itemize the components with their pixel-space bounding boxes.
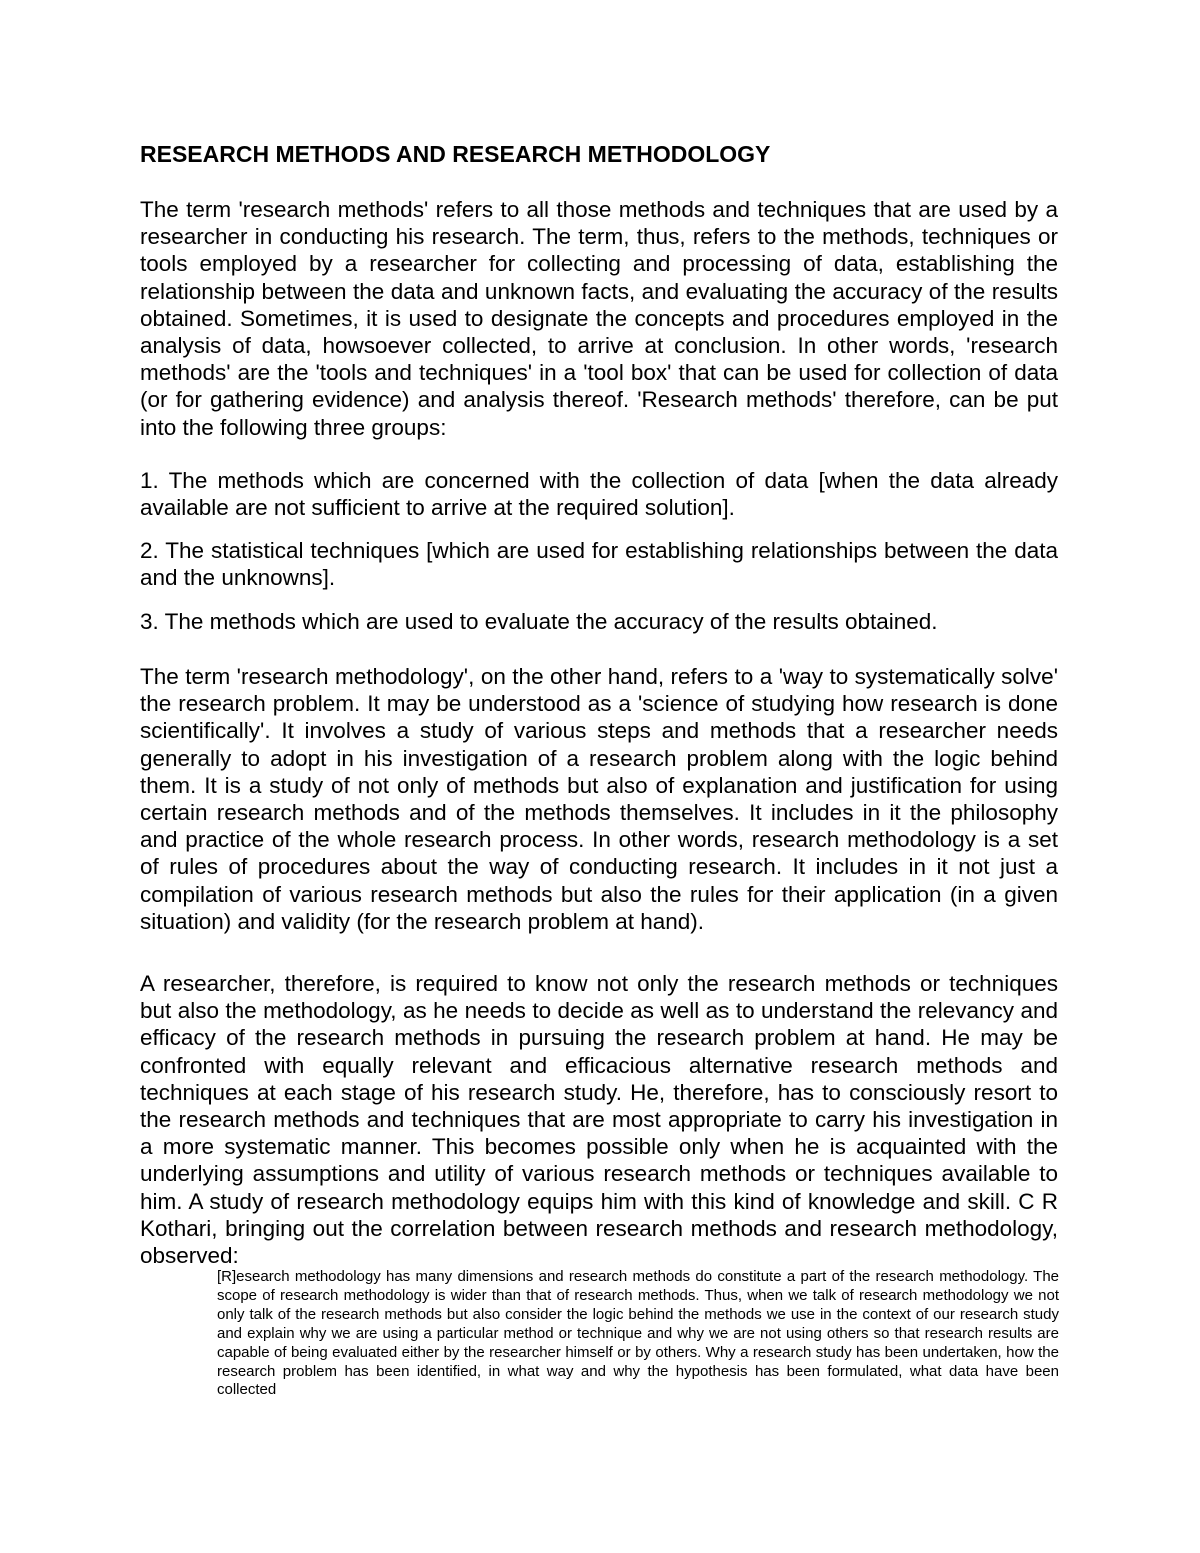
list-item: 3. The methods which are used to evaluate the accuracy of the results obtained. <box>140 609 938 634</box>
paragraph-research-methods: The term 'research methods' refers to all those methods and techniques that are used by a researcher in conducting his research. The term, thus, refers to the methods, techniques or tools employed by a researcher for collecting and processing of data, establishing the relationship between the data and unknown facts, and evaluating the accuracy of the results obtained. Sometimes, it is used to designate the concepts and procedures employed in the analysis of data, howsoever collected, to arrive at conclusion. In other words, 'research methods' are the 'tools and techniques' in a 'tool box' that can be used for collection of data (or for gathering evidence) and analysis thereof. 'Research methods' therefore, can be put into the following three groups: <box>140 197 1058 440</box>
paragraph-researcher-knowledge: A researcher, therefore, is required to know not only the research methods or techniques but also the methodology, as he needs to decide as well as to understand the relevancy and efficacy of the research methods in pursuing the research problem at hand. He may be confronted with equally relevant and efficacious alternative research methods and techniques at each stage of his research study. He, therefore, has to consciously resort to the research methods and techniques that are most appropriate to carry his investigation in a more systematic manner. This becomes possible only when he is acquainted with the underlying assumptions and utility of various research methods or techniques available to him. A study of research methodology equips him with this kind of knowledge and skill. C R Kothari, bringing out the correlation between research methods and research methodology, observed: <box>140 971 1058 1269</box>
paragraph-research-methodology: The term 'research methodology', on the other hand, refers to a 'way to systematically solve' the research problem. It may be understood as a 'science of studying how research is done scientifically'. It involves a study of various steps and methods that a researcher needs generally to adopt in his investigation of a research problem along with the logic behind them. It is a study of not only of methods but also of explanation and justification for using certain research methods and of the methods themselves. It includes in it the philosophy and practice of the whole research process. In other words, research methodology is a set of rules of procedures about the way of conducting research. It includes in it not just a compilation of various research methods but also the rules for their application (in a given situation) and validity (for the research problem at hand). <box>140 664 1058 934</box>
block-quote: [R]esearch methodology has many dimensions and research methods do constitute a part of the research methodology. The scope of research methodology is wider than that of research methods. Thus, when we talk of research methodology we not only talk of the research methods but also consider the logic behind the methods we use in the context of our research study and explain why we are using a particular method or technique and why we are not using others so that research results are capable of being evaluated either by the researcher himself or by others. Why a research study has been undertaken, how the research problem has been identified, in what way and why the hypothesis has been formulated, what data have been collected <box>217 1268 1059 1399</box>
list-item: 1. The methods which are concerned with the collection of data [when the data already available are not sufficient to arrive at the required solution]. <box>140 468 1058 521</box>
page-title: RESEARCH METHODS AND RESEARCH METHODOLOGY <box>140 141 771 167</box>
list-item: 2. The statistical techniques [which are used for establishing relationships between the data and the unknowns]. <box>140 538 1058 591</box>
